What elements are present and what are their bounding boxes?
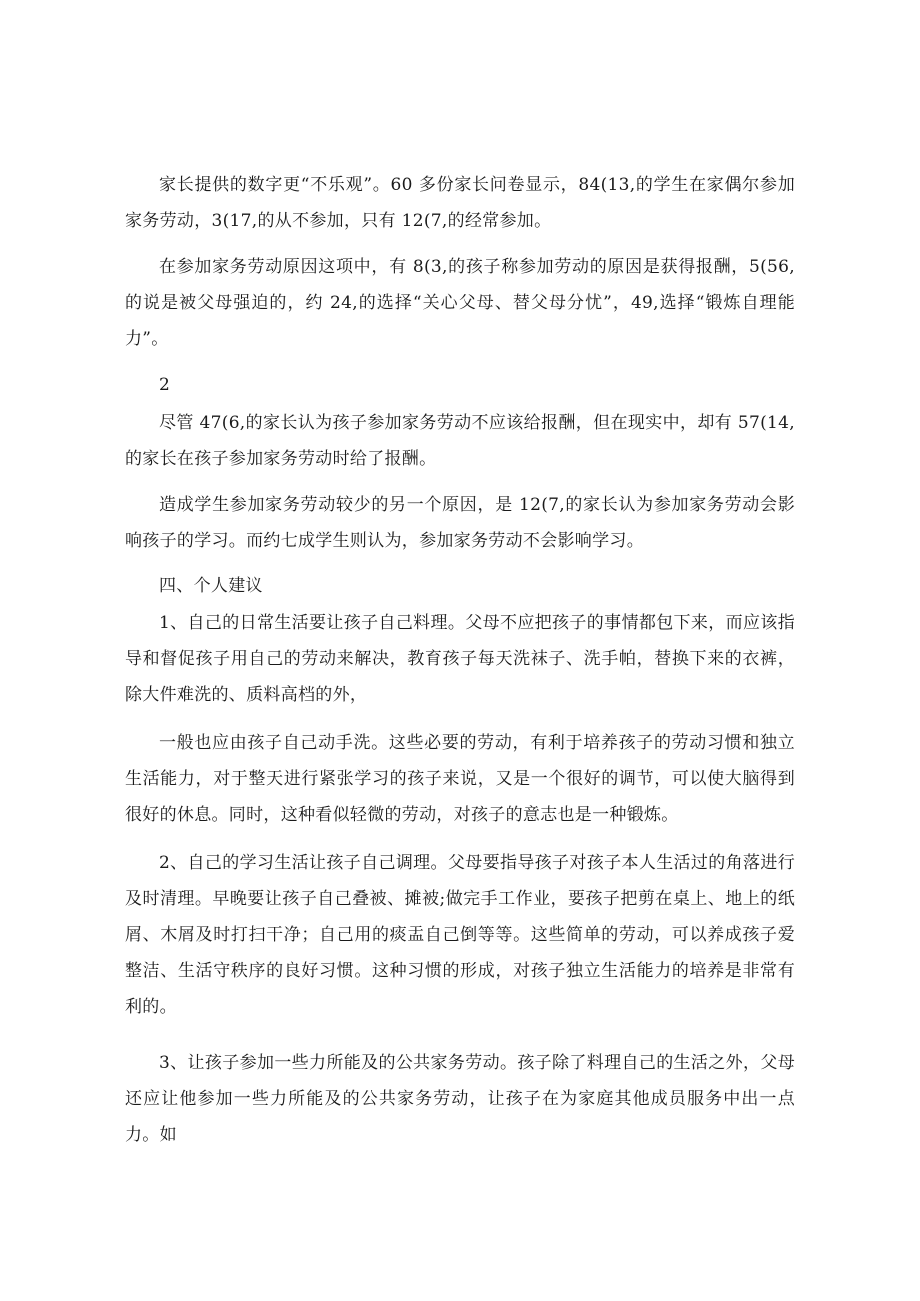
paragraph-suggestion-1: 1、自己的日常生活要让孩子自己料理。父母不应把孩子的事情都包下来，而应该指导和督促孩子用自己的劳动来解决，教育孩子每天洗袜子、洗手帕，替换下来的衣裤，除大件难洗的、质料高档的外， [125,613,795,705]
section-heading-suggestions: 四、个人建议 [159,576,263,596]
paragraph-parent-survey: 家长提供的数字更“不乐观”。60 多份家长问卷显示，84(13,的学生在家偶尔参加家务劳动，3(17,的从不参加，只有 12(7,的经常参加。 [125,175,795,231]
paragraph-study-impact: 造成学生参加家务劳动较少的另一个原因，是 12(7,的家长认为参加家务劳动会影响孩子的学习。而约七成学生则认为，参加家务劳动不会影响学习。 [125,495,795,551]
paragraph-suggestion-2: 2、自己的学习生活让孩子自己调理。父母要指导孩子对孩子本人生活过的角落进行及时清理。早晚要让孩子自己叠被、摊被;做完手工作业，要孩子把剪在桌上、地上的纸屑、木屑及时打扫干净；自己用的痰盂自己倒等等。这些简单的劳动，可以养成孩子爱整洁、生活守秩序的良好习惯。这种习惯的形成，对孩子独立生活能力的培养是非常有利的。 [125,853,795,1017]
paragraph-labor-reasons: 在参加家务劳动原因这项中，有 8(3,的孩子称参加劳动的原因是获得报酬，5(56,的说是被父母强迫的，约 24,的选择“关心父母、替父母分忧”，49,选择“锻炼自理能力”。 [125,257,795,349]
page-number: 2 [159,375,171,395]
paragraph-rewards: 尽管 47(6,的家长认为孩子参加家务劳动不应该给报酬，但在现实中，却有 57(14,的家长在孩子参加家务劳动时给了报酬。 [125,413,795,469]
paragraph-suggestion-1-cont: 一般也应由孩子自己动手洗。这些必要的劳动，有利于培养孩子的劳动习惯和独立生活能力，对于整天进行紧张学习的孩子来说，又是一个很好的调节，可以使大脑得到很好的休息。同时，这种看似轻微的劳动，对孩子的意志也是一种锻炼。 [125,733,795,825]
paragraph-suggestion-3: 3、让孩子参加一些力所能及的公共家务劳动。孩子除了料理自己的生活之外，父母还应让他参加一些力所能及的公共家务劳动，让孩子在为家庭其他成员服务中出一点力。如 [125,1053,795,1145]
